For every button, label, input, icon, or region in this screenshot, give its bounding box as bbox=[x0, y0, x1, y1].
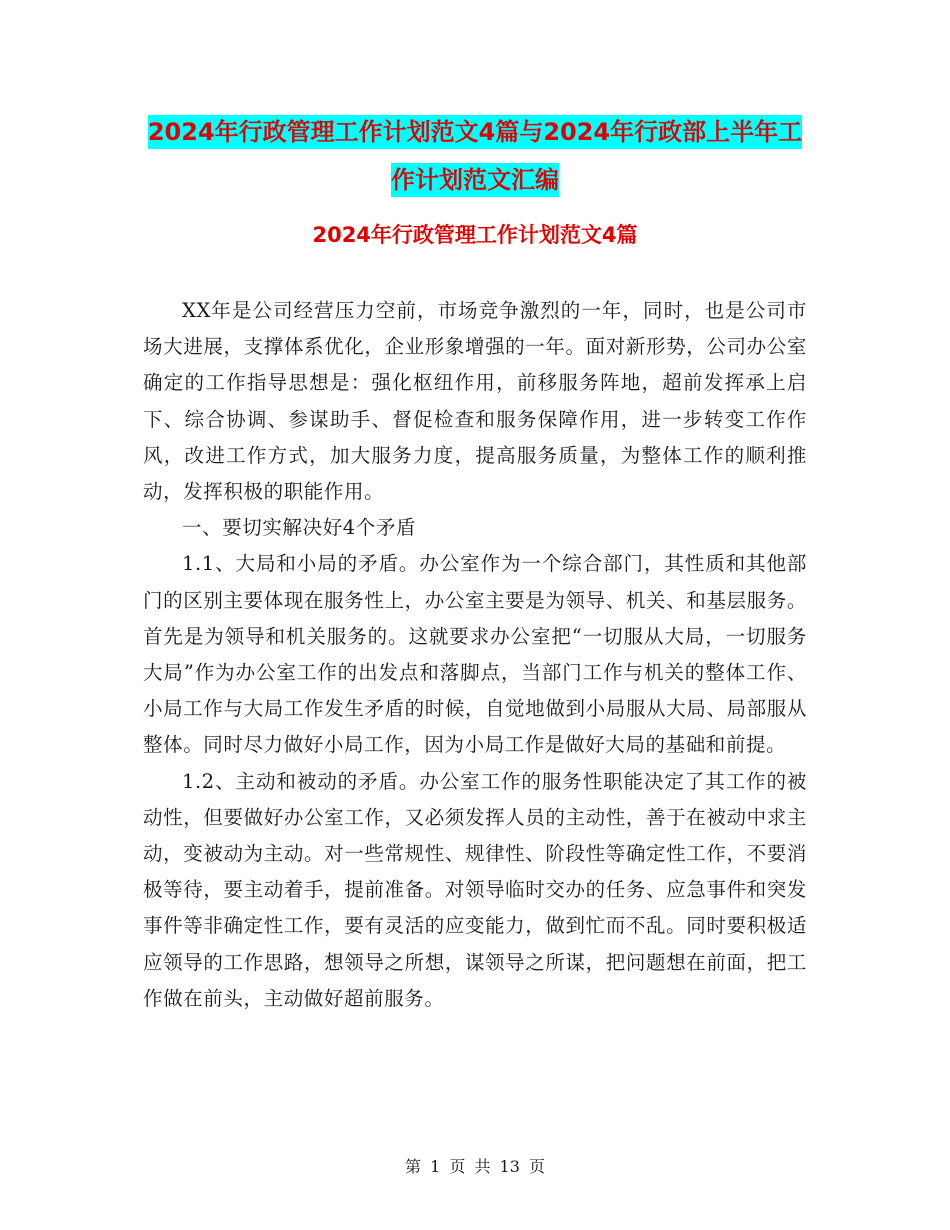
body-paragraph-intro: XX年是公司经营压力空前，市场竞争激烈的一年，同时，也是公司市场大进展，支撑体系优化，企业形象增强的一年。面对新形势，公司办公室确定的工作指导思想是：强化枢纽作用，前移服务阵地，超前发挥承上启下、综合协调、参谋助手、督促检查和服务保障作用，进一步转变工作作风，改进工作方式，加大服务力度，提高服务质量，为整体工作的顺利推动，发挥积极的职能作用。 bbox=[143, 299, 807, 504]
document-body bbox=[143, 293, 807, 1017]
body-paragraph-1-2: 1.2、主动和被动的矛盾。办公室工作的服务性职能决定了其工作的被动性，但要做好办公室工作，又必须发挥人员的主动性，善于在被动中求主动，变被动为主动。对一些常规性、规律性、阶段性等确定性工作，不要消极等待，要主动着手，提前准备。对领导临时交办的任务、应急事件和突发事件等非确定性工作，要有灵活的应变能力，做到忙而不乱。同时要积极适应领导的工作思路，想领导之所想，谋领导之所谋，把问题想在前面，把工作做在前头，主动做好超前服务。 bbox=[143, 769, 807, 1010]
section-title: 2024年行政管理工作计划范文4篇 bbox=[312, 223, 638, 247]
document-title bbox=[140, 108, 810, 204]
page-footer: 第 1 页 共 13 页 bbox=[405, 1157, 545, 1176]
document-title-highlight: 2024年行政管理工作计划范文4篇与2024年行政部上半年工作计划范文汇编 bbox=[148, 115, 802, 197]
body-paragraph-1-1: 1.1、大局和小局的矛盾。办公室作为一个综合部门，其性质和其他部门的区别主要体现在服务性上，办公室主要是为领导、机关、和基层服务。首先是为领导和机关服务的。这就要求办公室把“一切服从大局，一切服务大局”作为办公室工作的出发点和落脚点，当部门工作与机关的整体工作、小局工作与大局工作发生矛盾的时候，自觉地做到小局服从大局、局部服从整体。同时尽力做好小局工作，因为小局工作是做好大局的基础和前提。 bbox=[143, 552, 807, 757]
body-paragraph-heading-1: 一、要切实解决好4个矛盾 bbox=[182, 516, 417, 540]
